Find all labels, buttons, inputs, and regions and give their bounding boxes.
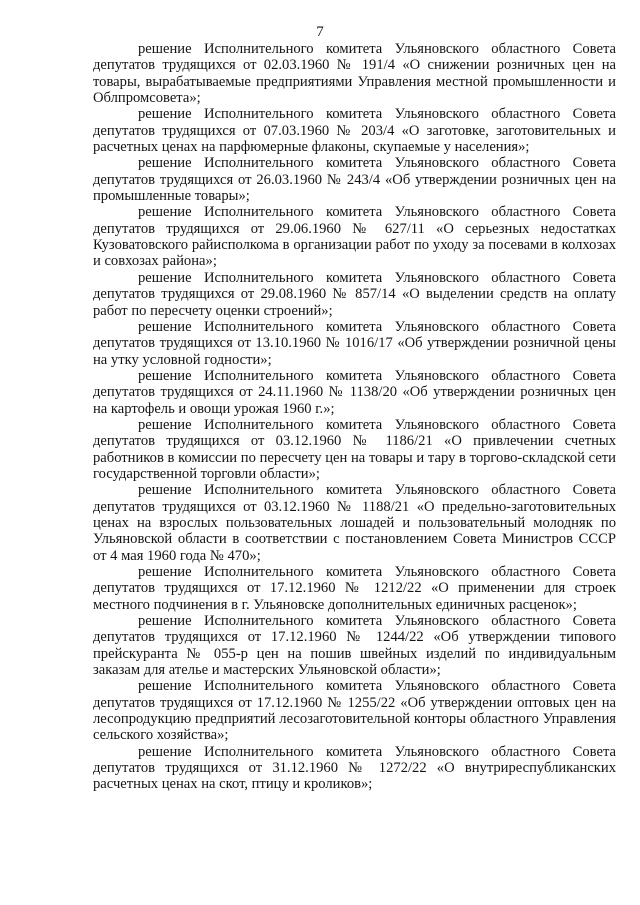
paragraph-decision-243: решение Исполнительного комитета Ульяновского областного Совета депутатов трудящихся от 26.03.1960 № 243/4 «Об утверждении розничных цен на промышленные товары»; <box>93 155 616 205</box>
paragraph-decision-857: решение Исполнительного комитета Ульяновского областного Совета депутатов трудящихся от 29.08.1960 № 857/14 «О выделении средств на оплату работ по пересчету оценки строений»; <box>93 269 616 319</box>
paragraph-decision-191: решение Исполнительного комитета Ульяновского областного Совета депутатов трудящихся от 02.03.1960 № 191/4 «О снижении розничных цен на товары, вырабатываемые предприятиями Управления местной промышленности и Облпромсовета»; <box>93 41 616 107</box>
paragraph-decision-627: решение Исполнительного комитета Ульяновского областного Совета депутатов трудящихся от 29.06.1960 № 627/11 «О серьезных недостатках Кузоватовского райисполкома в организации работ по уходу за посевами в колхозах и совхозах района»; <box>93 204 616 270</box>
paragraph-decision-1255: решение Исполнительного комитета Ульяновского областного Совета депутатов трудящихся от 17.12.1960 № 1255/22 «Об утверждении оптовых цен на лесопродукцию предприятий лесозаготовительной конторы областного Управления сельского хозяйства»; <box>93 678 616 744</box>
page-number: 7 <box>316 24 324 40</box>
paragraph-decision-1138: решение Исполнительного комитета Ульяновского областного Совета депутатов трудящихся от 24.11.1960 № 1138/20 «Об утверждении розничных цен на картофель и овощи урожая 1960 г.»; <box>93 367 616 417</box>
paragraph-decision-1186: решение Исполнительного комитета Ульяновского областного Совета депутатов трудящихся от 03.12.1960 № 1186/21 «О привлечении счетных работников в комиссии по пересчету цен на товары и тару в торгово-складской сети государственной торговли области»; <box>93 416 616 482</box>
paragraph-decision-1212: решение Исполнительного комитета Ульяновского областного Совета депутатов трудящихся от 17.12.1960 № 1212/22 «О применении для строек местного подчинения в г. Ульяновске дополнительных единичных расценок»; <box>93 564 616 613</box>
paragraph-decision-1272: решение Исполнительного комитета Ульяновского областного Совета депутатов трудящихся от 31.12.1960 № 1272/22 «О внутриреспубликанских расчетных ценах на скот, птицу и кроликов»; <box>93 743 616 793</box>
paragraph-decision-1016: решение Исполнительного комитета Ульяновского областного Совета депутатов трудящихся от 13.10.1960 № 1016/17 «Об утверждении розничной цены на утку условной годности»; <box>93 318 616 368</box>
paragraph-decision-1244: решение Исполнительного комитета Ульяновского областного Совета депутатов трудящихся от 17.12.1960 № 1244/22 «Об утверждении типового прейскуранта № 055-р цен на пошив швейных изделий по индивидуальным заказам для ателье и мастерских Ульяновской области»; <box>93 613 616 679</box>
paragraph-decision-203: решение Исполнительного комитета Ульяновского областного Совета депутатов трудящихся от 07.03.1960 № 203/4 «О заготовке, заготовительных и расчетных ценах на парфюмерные флаконы, скупаемые у населения»; <box>93 106 616 156</box>
document-body <box>93 41 616 793</box>
paragraph-decision-1188: решение Исполнительного комитета Ульяновского областного Совета депутатов трудящихся от 03.12.1960 № 1188/21 «О предельно-заготовительных ценах на взрослых пользовательных лошадей и пользовательный молодняк по Ульяновской области в соответствии с постановлением Совета Министров СССР от 4 мая 1960 года № 470»; <box>93 482 616 564</box>
